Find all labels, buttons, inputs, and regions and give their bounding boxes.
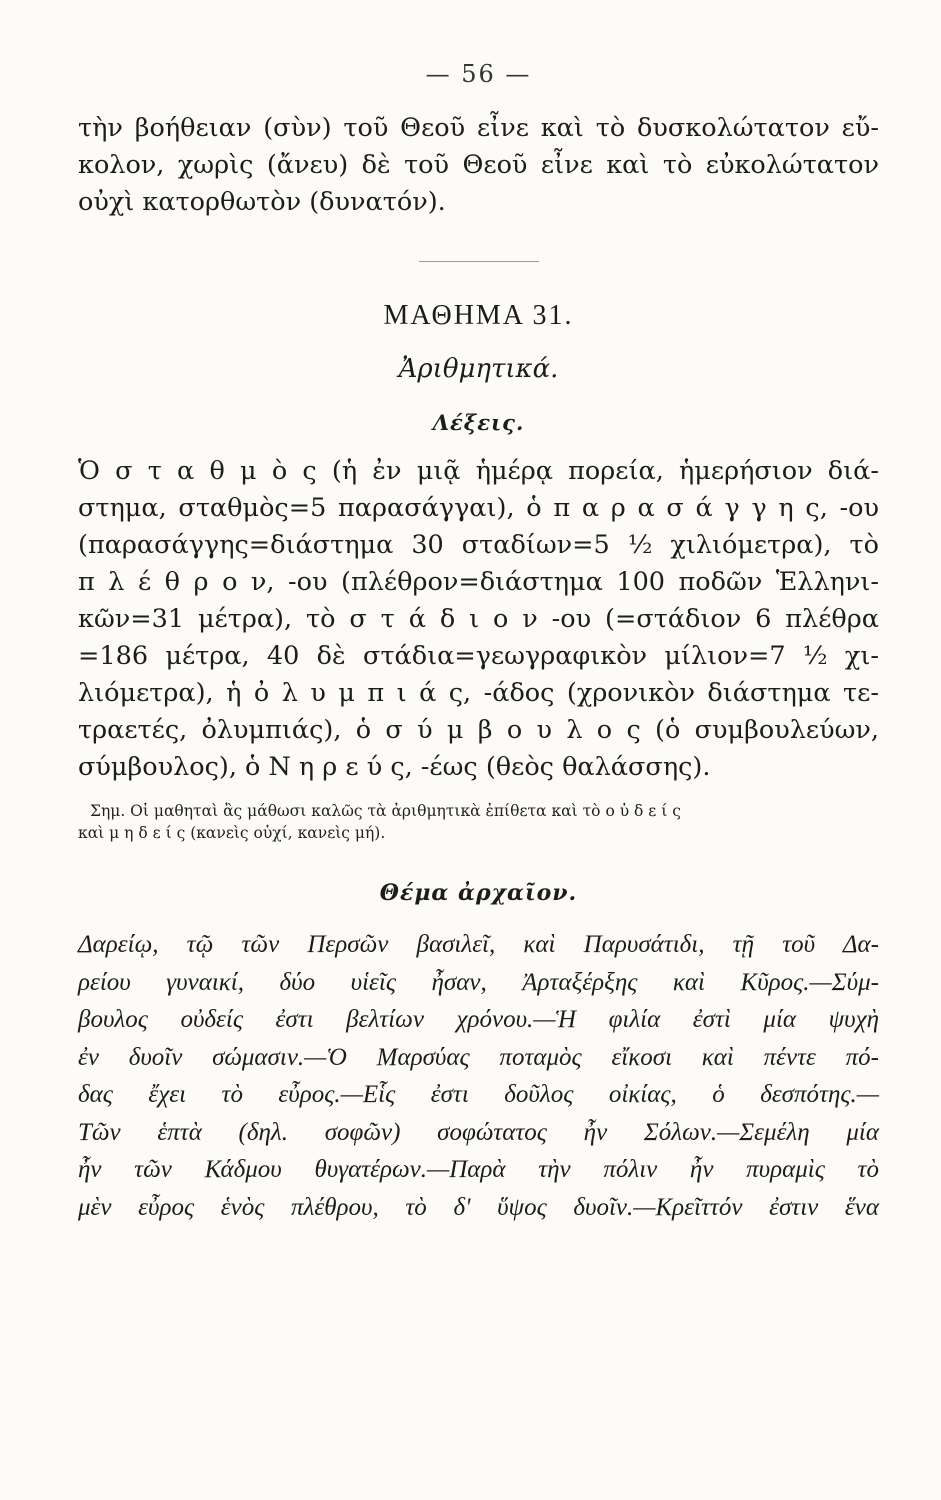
text-line: ἦν τῶν Κάδμου θυγατέρων.—Παρὰ τὴν πόλιν ἦν πυραμὶς τὸ (78, 1156, 879, 1183)
section-divider (419, 261, 539, 262)
footnote (78, 800, 879, 844)
words-heading: Λέξεις. (432, 410, 525, 435)
note-line: Σημ. Οἱ μαθηταὶ ἂς μάθωσι καλῶς τὰ ἀριθμητικὰ ἐπίθετα καὶ τὸ ο ὐ δ ε ί ς (90, 802, 681, 820)
text-line: Τῶν ἑπτὰ (δηλ. σοφῶν) σοφώτατος ἦν Σόλων.—Σεμέλη μία (78, 1118, 879, 1146)
text-line: Δαρείῳ, τῷ τῶν Περσῶν βασιλεῖ, καὶ Παρυσάτιδι, τῇ τοῦ Δα- (78, 931, 879, 958)
lesson-title: ΜΑΘΗΜΑ 31. (383, 300, 574, 331)
vocabulary-paragraph (78, 453, 879, 786)
theme-heading: Θέμα ἀρχαῖον. (379, 880, 578, 906)
note-line: καὶ μ η δ ε ί ς (κανεὶς οὐχί, κανεὶς μή). (78, 824, 386, 842)
vocab-line: κῶν=31 μέτρα), τὸ σ τ ά δ ι ο ν -ου (=στάδιον 6 πλέθρα (78, 604, 879, 634)
vocab-line: τραετές, ὀλυμπιάς), ὁ σ ύ μ β ο υ λ ο ς (ὁ συμβουλεύων, (78, 715, 879, 745)
intro-line: κολον, χωρὶς (ἄνευ) δὲ τοῦ Θεοῦ εἶνε καὶ τὸ εὐκολώτατον (78, 150, 879, 180)
intro-paragraph (78, 110, 879, 221)
vocab-line: π λ έ θ ρ ο ν, -ου (πλέθρον=διάστημα 100 ποδῶν Ἑλληνι- (78, 567, 879, 597)
ancient-text-paragraph (78, 926, 879, 1226)
vocab-line: Ὁ σ τ α θ μ ὸ ς (ἡ ἐν μιᾷ ἡμέρᾳ πορεία, ἡμερήσιον διά- (78, 456, 879, 486)
intro-line: τὴν βοήθειαν (σὺν) τοῦ Θεοῦ εἶνε καὶ τὸ δυσκολώτατον εὔ- (78, 113, 879, 143)
text-line: μὲν εὖρος ἑνὸς πλέθρου, τὸ δ' ὕψος δυοῖν.—Κρεῖττόν ἐστιν ἕνα (78, 1193, 879, 1221)
intro-line: οὐχὶ κατορθωτὸν (δυνατόν). (78, 187, 446, 217)
text-line: ρείου γυναικί, δύο υἱεῖς ἦσαν, Ἀρταξέρξης καὶ Κῦρος.—Σύμ- (78, 968, 879, 996)
lesson-subtitle: Ἀριθμητικά. (398, 354, 559, 384)
page-number: — 56 — (425, 60, 532, 88)
text-line: βουλος οὐδείς ἐστι βελτίων χρόνου.—Ἡ φιλία ἐστὶ μία ψυχὴ (78, 1006, 879, 1033)
vocab-line: σύμβουλος), ὁ Ν η ρ ε ύ ς, -έως (θεὸς θαλάσσης). (78, 752, 711, 782)
vocab-line: (παρασάγγης=διάστημα 30 σταδίων=5 ½ χιλιόμετρα), τὸ (78, 530, 879, 560)
vocab-line: λιόμετρα), ἡ ὀ λ υ μ π ι ά ς, -άδος (χρονικὸν διάστημα τε- (78, 678, 879, 708)
vocab-line: =186 μέτρα, 40 δὲ στάδια=γεωγραφικὸν μίλιον=7 ½ χι- (78, 641, 879, 671)
text-line: ἐν δυοῖν σώμασιν.—Ὁ Μαρσύας ποταμὸς εἴκοσι καὶ πέντε πό- (78, 1043, 879, 1071)
vocab-line: στημα, σταθμὸς=5 παρασάγγαι), ὁ π α ρ α σ ά γ γ η ς, -ου (78, 493, 879, 523)
text-line: δας ἔχει τὸ εὖρος.—Εἷς ἐστι δοῦλος οἰκίας, ὁ δεσπότης.— (78, 1081, 879, 1108)
